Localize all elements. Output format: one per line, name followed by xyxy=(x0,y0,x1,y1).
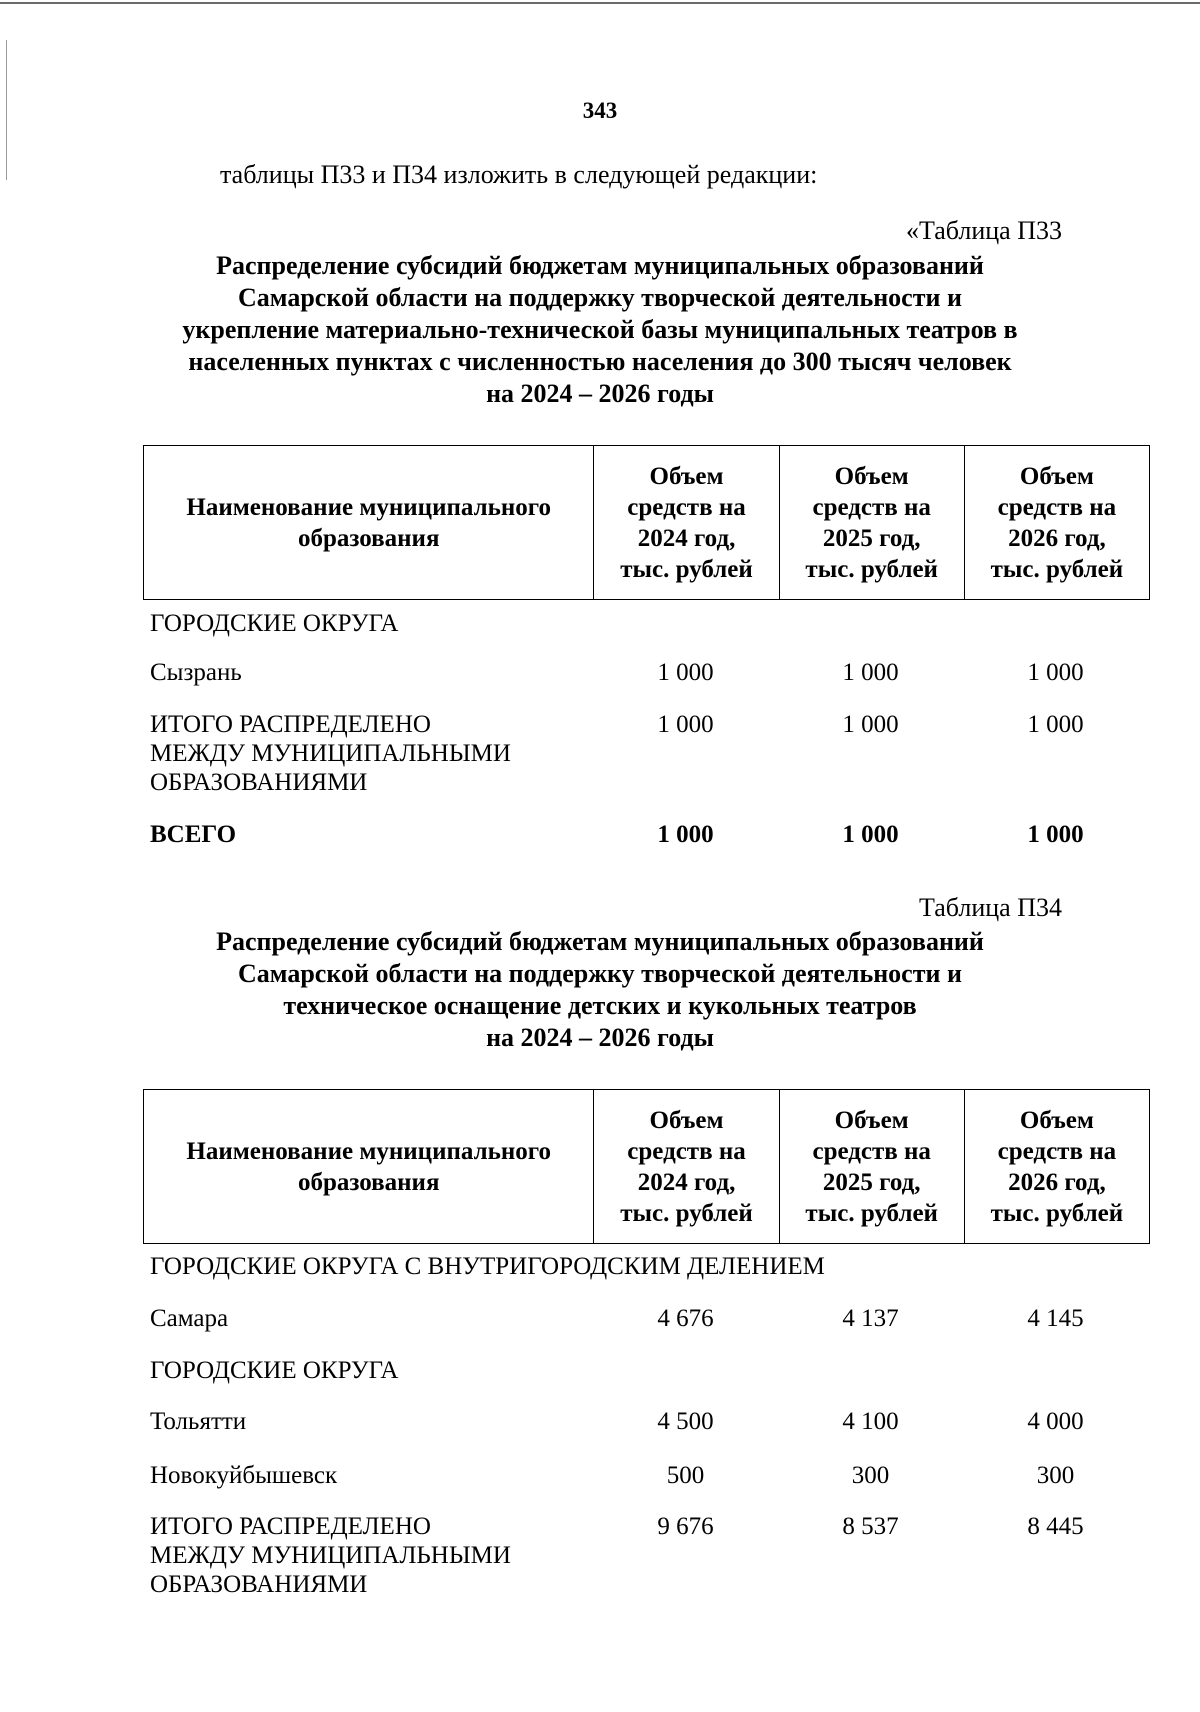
row-name-line: МЕЖДУ МУНИЦИПАЛЬНЫМИ xyxy=(150,1542,511,1569)
header-text: образования xyxy=(297,524,440,552)
header-2025-cell xyxy=(779,446,964,600)
value-2025: 300 xyxy=(851,1462,890,1489)
value-2026: 4 000 xyxy=(1027,1408,1084,1435)
table33-title-line: Распределение субсидий бюджетам муниципальных образований xyxy=(216,251,984,280)
value-2025: 1 000 xyxy=(842,821,899,848)
header-name-cell xyxy=(144,1090,594,1244)
section-label: ГОРОДСКИЕ ОКРУГА С ВНУТРИГОРОДСКИМ ДЕЛЕНИЕМ xyxy=(150,1253,825,1280)
value-2025: 4 137 xyxy=(842,1305,899,1332)
value-2025: 1 000 xyxy=(842,711,899,738)
row-name-line: ИТОГО РАСПРЕДЕЛЕНО xyxy=(150,711,431,738)
header-text: Объем xyxy=(834,462,909,490)
header-text: средств на xyxy=(812,1137,931,1165)
table33-title-line: укрепление материально-технической базы муниципальных театров в xyxy=(182,315,1018,344)
row-name: Новокуйбышевск xyxy=(150,1462,338,1489)
header-text: тыс. рублей xyxy=(990,1199,1124,1227)
table33-title-line: населенных пунктах с численностью населения до 300 тысяч человек xyxy=(188,347,1012,376)
table34-title-line: Самарской области на поддержку творческой деятельности и xyxy=(238,959,962,988)
header-text: тыс. рублей xyxy=(805,1199,938,1227)
value-2024: 1 000 xyxy=(657,659,714,686)
table34-title xyxy=(0,926,1200,1054)
value-2024: 9 676 xyxy=(657,1513,714,1540)
header-text: Объем xyxy=(834,1106,909,1134)
table33-title-line: Самарской области на поддержку творческой деятельности и xyxy=(238,283,962,312)
header-text: Наименование муниципального xyxy=(186,1137,551,1165)
row-name-line: ОБРАЗОВАНИЯМИ xyxy=(150,769,368,796)
header-text: Объем xyxy=(1019,1106,1094,1134)
header-text: 2025 год, xyxy=(822,524,921,552)
row-name: Самара xyxy=(150,1305,229,1332)
value-2026: 1 000 xyxy=(1027,821,1084,848)
header-2026-cell xyxy=(964,1090,1149,1244)
table34-title-line: на 2024 – 2026 годы xyxy=(486,1023,714,1052)
header-text: средств на xyxy=(812,493,931,521)
header-2025-cell xyxy=(779,1090,964,1244)
table33-label: «Таблица П33 xyxy=(906,216,1062,245)
value-2024: 4 676 xyxy=(657,1305,714,1332)
value-2025: 1 000 xyxy=(842,659,899,686)
section-label: ГОРОДСКИЕ ОКРУГА xyxy=(150,1357,399,1384)
section-label: ГОРОДСКИЕ ОКРУГА xyxy=(150,610,399,637)
header-text: образования xyxy=(297,1168,440,1196)
row-name xyxy=(150,1512,590,1599)
header-name-cell xyxy=(144,446,594,600)
row-name xyxy=(150,710,590,797)
value-2026: 8 445 xyxy=(1027,1513,1084,1540)
header-2026-cell xyxy=(964,446,1149,600)
header-text: тыс. рублей xyxy=(990,555,1124,583)
header-text: средств на xyxy=(627,493,746,521)
value-2026: 4 145 xyxy=(1027,1305,1084,1332)
value-2024: 500 xyxy=(666,1462,705,1489)
table33-header xyxy=(143,445,1150,600)
table33-title xyxy=(0,250,1200,410)
value-2024: 1 000 xyxy=(657,711,714,738)
header-text: Объем xyxy=(1019,462,1094,490)
header-text: 2026 год, xyxy=(1008,1168,1106,1196)
header-text: 2026 год, xyxy=(1008,524,1106,552)
header-text: тыс. рублей xyxy=(620,1199,753,1227)
intro-text: таблицы П33 и П34 изложить в следующей редакции: xyxy=(220,160,818,189)
row-name-line: ИТОГО РАСПРЕДЕЛЕНО xyxy=(150,1513,431,1540)
row-name: Тольятти xyxy=(150,1408,247,1435)
header-text: 2024 год, xyxy=(637,1168,736,1196)
table34-title-line: Распределение субсидий бюджетам муниципальных образований xyxy=(216,927,984,956)
value-2026: 300 xyxy=(1036,1462,1075,1489)
scan-edge-top xyxy=(0,2,1200,4)
header-text: Объем xyxy=(649,1106,724,1134)
page-number: 343 xyxy=(582,98,618,123)
header-text: средств на xyxy=(997,1137,1117,1165)
value-2026: 1 000 xyxy=(1027,711,1084,738)
header-text: средств на xyxy=(997,493,1117,521)
value-2026: 1 000 xyxy=(1027,659,1084,686)
header-text: Наименование муниципального xyxy=(186,493,551,521)
header-2024-cell xyxy=(594,446,779,600)
table34-header xyxy=(143,1089,1150,1244)
row-name: ВСЕГО xyxy=(150,821,237,848)
table33-title-line: на 2024 – 2026 годы xyxy=(486,379,714,408)
header-text: 2024 год, xyxy=(637,524,736,552)
value-2024: 4 500 xyxy=(657,1408,714,1435)
header-text: тыс. рублей xyxy=(620,555,753,583)
header-text: 2025 год, xyxy=(822,1168,921,1196)
header-text: средств на xyxy=(627,1137,746,1165)
row-name: Сызрань xyxy=(150,659,242,686)
header-text: тыс. рублей xyxy=(805,555,938,583)
header-2024-cell xyxy=(594,1090,779,1244)
header-text: Объем xyxy=(649,462,724,490)
row-name-line: МЕЖДУ МУНИЦИПАЛЬНЫМИ xyxy=(150,740,511,767)
value-2024: 1 000 xyxy=(657,821,714,848)
table34-label: Таблица П34 xyxy=(919,893,1062,922)
table34-title-line: техническое оснащение детских и кукольных театров xyxy=(283,991,917,1020)
value-2025: 8 537 xyxy=(842,1513,899,1540)
row-name-line: ОБРАЗОВАНИЯМИ xyxy=(150,1571,368,1598)
value-2025: 4 100 xyxy=(842,1408,899,1435)
